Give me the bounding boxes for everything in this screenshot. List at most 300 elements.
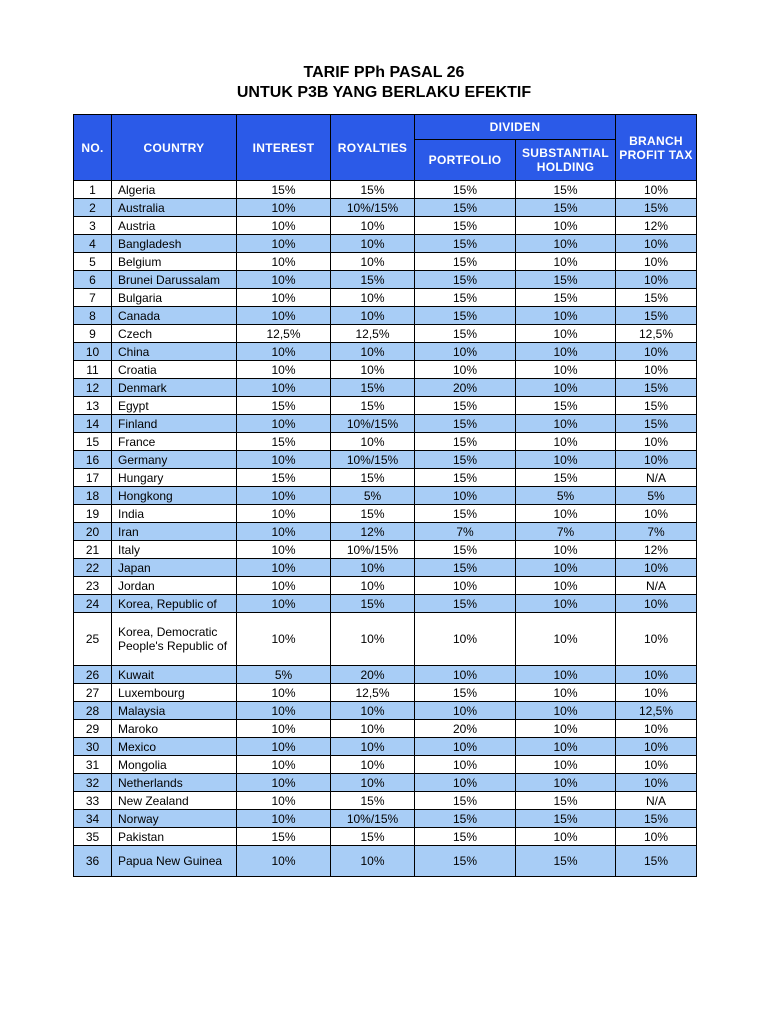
cell-country: Jordan <box>112 577 237 595</box>
cell-country: India <box>112 505 237 523</box>
table-row <box>74 684 697 702</box>
cell-royalties: 15% <box>331 595 415 613</box>
cell-interest: 10% <box>237 774 331 792</box>
table-row <box>74 774 697 792</box>
cell-country: Belgium <box>112 253 237 271</box>
cell-branch-profit-tax: 10% <box>616 343 697 361</box>
cell-substantial-holding: 10% <box>516 577 616 595</box>
cell-country: Korea, Republic of <box>112 595 237 613</box>
cell-royalties: 12,5% <box>331 684 415 702</box>
cell-country: Japan <box>112 559 237 577</box>
cell-portfolio: 15% <box>415 181 516 199</box>
table-row <box>74 307 697 325</box>
cell-interest: 15% <box>237 397 331 415</box>
table-row <box>74 271 697 289</box>
cell-branch-profit-tax: 12,5% <box>616 325 697 343</box>
cell-substantial-holding: 10% <box>516 433 616 451</box>
cell-country: Maroko <box>112 720 237 738</box>
cell-country: Pakistan <box>112 828 237 846</box>
cell-royalties: 10%/15% <box>331 541 415 559</box>
cell-interest: 10% <box>237 361 331 379</box>
cell-branch-profit-tax: 10% <box>616 774 697 792</box>
cell-royalties: 10% <box>331 235 415 253</box>
cell-substantial-holding: 15% <box>516 469 616 487</box>
cell-branch-profit-tax: 10% <box>616 451 697 469</box>
cell-portfolio: 15% <box>415 271 516 289</box>
cell-portfolio: 7% <box>415 523 516 541</box>
cell-substantial-holding: 10% <box>516 559 616 577</box>
cell-country: Canada <box>112 307 237 325</box>
cell-royalties: 12% <box>331 523 415 541</box>
cell-branch-profit-tax: 10% <box>616 505 697 523</box>
cell-interest: 15% <box>237 433 331 451</box>
header-branch-profit-tax: BRANCH PROFIT TAX <box>616 115 697 181</box>
cell-royalties: 10% <box>331 289 415 307</box>
document-title <box>0 0 768 103</box>
header-dividen: DIVIDEN <box>415 115 616 140</box>
cell-branch-profit-tax: 15% <box>616 307 697 325</box>
cell-no: 12 <box>74 379 112 397</box>
cell-interest: 10% <box>237 271 331 289</box>
cell-interest: 5% <box>237 666 331 684</box>
cell-substantial-holding: 5% <box>516 487 616 505</box>
cell-interest: 12,5% <box>237 325 331 343</box>
cell-royalties: 10% <box>331 774 415 792</box>
cell-branch-profit-tax: 15% <box>616 415 697 433</box>
cell-no: 14 <box>74 415 112 433</box>
cell-country: Denmark <box>112 379 237 397</box>
cell-royalties: 10%/15% <box>331 810 415 828</box>
cell-branch-profit-tax: 12% <box>616 217 697 235</box>
cell-branch-profit-tax: N/A <box>616 469 697 487</box>
cell-portfolio: 15% <box>415 451 516 469</box>
cell-substantial-holding: 15% <box>516 289 616 307</box>
cell-branch-profit-tax: 12% <box>616 541 697 559</box>
table-row <box>74 505 697 523</box>
cell-interest: 10% <box>237 523 331 541</box>
cell-royalties: 15% <box>331 505 415 523</box>
cell-branch-profit-tax: 10% <box>616 720 697 738</box>
cell-royalties: 15% <box>331 828 415 846</box>
cell-country: Norway <box>112 810 237 828</box>
cell-portfolio: 15% <box>415 792 516 810</box>
table-row <box>74 487 697 505</box>
cell-portfolio: 15% <box>415 828 516 846</box>
table-row <box>74 828 697 846</box>
table-row <box>74 181 697 199</box>
cell-interest: 10% <box>237 792 331 810</box>
cell-country: Kuwait <box>112 666 237 684</box>
cell-no: 18 <box>74 487 112 505</box>
cell-interest: 10% <box>237 307 331 325</box>
cell-portfolio: 15% <box>415 217 516 235</box>
cell-interest: 15% <box>237 469 331 487</box>
table-row <box>74 361 697 379</box>
cell-branch-profit-tax: 15% <box>616 289 697 307</box>
cell-no: 17 <box>74 469 112 487</box>
table-row <box>74 379 697 397</box>
cell-no: 7 <box>74 289 112 307</box>
cell-substantial-holding: 10% <box>516 774 616 792</box>
cell-no: 6 <box>74 271 112 289</box>
cell-portfolio: 10% <box>415 613 516 666</box>
cell-portfolio: 20% <box>415 379 516 397</box>
cell-interest: 10% <box>237 810 331 828</box>
table-row <box>74 289 697 307</box>
cell-substantial-holding: 15% <box>516 810 616 828</box>
title-line-2: UNTUK P3B YANG BERLAKU EFEKTIF <box>236 84 532 101</box>
cell-royalties: 10% <box>331 577 415 595</box>
tax-rate-table <box>73 114 697 877</box>
cell-interest: 10% <box>237 415 331 433</box>
cell-branch-profit-tax: 15% <box>616 810 697 828</box>
cell-country: Korea, Democratic People's Republic of <box>112 613 237 666</box>
cell-royalties: 10% <box>331 361 415 379</box>
cell-no: 31 <box>74 756 112 774</box>
cell-portfolio: 10% <box>415 702 516 720</box>
cell-country: Netherlands <box>112 774 237 792</box>
cell-interest: 10% <box>237 577 331 595</box>
cell-no: 11 <box>74 361 112 379</box>
table-body <box>74 181 697 877</box>
cell-portfolio: 15% <box>415 559 516 577</box>
cell-royalties: 10% <box>331 253 415 271</box>
cell-interest: 10% <box>237 846 331 877</box>
cell-branch-profit-tax: N/A <box>616 577 697 595</box>
cell-portfolio: 15% <box>415 415 516 433</box>
table-row <box>74 756 697 774</box>
cell-no: 15 <box>74 433 112 451</box>
table-row <box>74 523 697 541</box>
cell-branch-profit-tax: 15% <box>616 397 697 415</box>
cell-branch-profit-tax: 10% <box>616 361 697 379</box>
cell-portfolio: 10% <box>415 666 516 684</box>
cell-interest: 10% <box>237 217 331 235</box>
cell-substantial-holding: 10% <box>516 325 616 343</box>
cell-portfolio: 15% <box>415 846 516 877</box>
table-row <box>74 199 697 217</box>
cell-portfolio: 15% <box>415 433 516 451</box>
cell-branch-profit-tax: 10% <box>616 613 697 666</box>
cell-no: 27 <box>74 684 112 702</box>
cell-portfolio: 15% <box>415 541 516 559</box>
cell-country: Croatia <box>112 361 237 379</box>
table-row <box>74 666 697 684</box>
cell-royalties: 10% <box>331 738 415 756</box>
header-no: NO. <box>74 115 112 181</box>
cell-country: Finland <box>112 415 237 433</box>
cell-portfolio: 10% <box>415 756 516 774</box>
cell-interest: 10% <box>237 738 331 756</box>
table-row <box>74 235 697 253</box>
cell-no: 35 <box>74 828 112 846</box>
cell-country: New Zealand <box>112 792 237 810</box>
table-row <box>74 792 697 810</box>
cell-no: 5 <box>74 253 112 271</box>
table-row <box>74 253 697 271</box>
cell-interest: 10% <box>237 702 331 720</box>
cell-royalties: 15% <box>331 181 415 199</box>
cell-royalties: 15% <box>331 792 415 810</box>
cell-interest: 10% <box>237 451 331 469</box>
cell-branch-profit-tax: 10% <box>616 253 697 271</box>
cell-portfolio: 10% <box>415 774 516 792</box>
header-substantial-holding: SUBSTANTIAL HOLDING <box>516 140 616 181</box>
table-row <box>74 846 697 877</box>
cell-interest: 10% <box>237 684 331 702</box>
cell-interest: 10% <box>237 720 331 738</box>
header-country: COUNTRY <box>112 115 237 181</box>
cell-no: 28 <box>74 702 112 720</box>
cell-royalties: 10% <box>331 343 415 361</box>
cell-branch-profit-tax: 12,5% <box>616 702 697 720</box>
table-row <box>74 595 697 613</box>
cell-no: 2 <box>74 199 112 217</box>
cell-substantial-holding: 10% <box>516 505 616 523</box>
cell-branch-profit-tax: 5% <box>616 487 697 505</box>
cell-substantial-holding: 10% <box>516 451 616 469</box>
table-row <box>74 702 697 720</box>
cell-interest: 10% <box>237 253 331 271</box>
cell-no: 10 <box>74 343 112 361</box>
cell-country: Egypt <box>112 397 237 415</box>
cell-portfolio: 15% <box>415 397 516 415</box>
cell-substantial-holding: 10% <box>516 361 616 379</box>
cell-royalties: 10% <box>331 559 415 577</box>
cell-branch-profit-tax: 15% <box>616 846 697 877</box>
table-row <box>74 559 697 577</box>
cell-no: 4 <box>74 235 112 253</box>
cell-substantial-holding: 10% <box>516 702 616 720</box>
cell-no: 8 <box>74 307 112 325</box>
cell-substantial-holding: 10% <box>516 684 616 702</box>
cell-substantial-holding: 10% <box>516 307 616 325</box>
cell-country: Italy <box>112 541 237 559</box>
cell-substantial-holding: 10% <box>516 828 616 846</box>
cell-portfolio: 15% <box>415 289 516 307</box>
cell-branch-profit-tax: 10% <box>616 181 697 199</box>
cell-substantial-holding: 15% <box>516 397 616 415</box>
cell-no: 32 <box>74 774 112 792</box>
cell-country: Hungary <box>112 469 237 487</box>
cell-branch-profit-tax: 10% <box>616 684 697 702</box>
cell-no: 25 <box>74 613 112 666</box>
cell-interest: 10% <box>237 505 331 523</box>
cell-substantial-holding: 10% <box>516 379 616 397</box>
cell-country: Malaysia <box>112 702 237 720</box>
table-row <box>74 451 697 469</box>
cell-portfolio: 15% <box>415 235 516 253</box>
cell-no: 29 <box>74 720 112 738</box>
cell-country: Papua New Guinea <box>112 846 237 877</box>
cell-substantial-holding: 10% <box>516 720 616 738</box>
table-row <box>74 397 697 415</box>
cell-royalties: 10% <box>331 702 415 720</box>
cell-royalties: 20% <box>331 666 415 684</box>
cell-interest: 10% <box>237 379 331 397</box>
cell-country: Czech <box>112 325 237 343</box>
cell-branch-profit-tax: 10% <box>616 595 697 613</box>
header-interest: INTEREST <box>237 115 331 181</box>
cell-no: 26 <box>74 666 112 684</box>
cell-portfolio: 10% <box>415 738 516 756</box>
cell-interest: 10% <box>237 235 331 253</box>
table-row <box>74 720 697 738</box>
cell-portfolio: 15% <box>415 684 516 702</box>
cell-substantial-holding: 15% <box>516 792 616 810</box>
cell-royalties: 15% <box>331 271 415 289</box>
cell-royalties: 10% <box>331 433 415 451</box>
cell-interest: 15% <box>237 181 331 199</box>
cell-no: 30 <box>74 738 112 756</box>
cell-branch-profit-tax: 10% <box>616 756 697 774</box>
cell-interest: 10% <box>237 343 331 361</box>
cell-country: China <box>112 343 237 361</box>
cell-royalties: 10% <box>331 613 415 666</box>
cell-portfolio: 10% <box>415 577 516 595</box>
cell-substantial-holding: 10% <box>516 738 616 756</box>
cell-royalties: 5% <box>331 487 415 505</box>
cell-no: 22 <box>74 559 112 577</box>
cell-royalties: 10% <box>331 307 415 325</box>
cell-branch-profit-tax: 10% <box>616 271 697 289</box>
cell-branch-profit-tax: 10% <box>616 559 697 577</box>
cell-substantial-holding: 10% <box>516 343 616 361</box>
cell-royalties: 10% <box>331 846 415 877</box>
cell-royalties: 10%/15% <box>331 199 415 217</box>
cell-portfolio: 15% <box>415 307 516 325</box>
cell-no: 20 <box>74 523 112 541</box>
cell-royalties: 10% <box>331 756 415 774</box>
table-row <box>74 415 697 433</box>
table-row <box>74 433 697 451</box>
cell-substantial-holding: 10% <box>516 541 616 559</box>
cell-branch-profit-tax: 15% <box>616 379 697 397</box>
cell-no: 19 <box>74 505 112 523</box>
cell-country: Germany <box>112 451 237 469</box>
cell-interest: 10% <box>237 199 331 217</box>
cell-country: Bulgaria <box>112 289 237 307</box>
cell-portfolio: 15% <box>415 253 516 271</box>
title-line-1: TARIF PPh PASAL 26 <box>303 64 465 81</box>
table-row <box>74 738 697 756</box>
cell-interest: 10% <box>237 756 331 774</box>
header-portfolio: PORTFOLIO <box>415 140 516 181</box>
cell-royalties: 10% <box>331 720 415 738</box>
cell-royalties: 12,5% <box>331 325 415 343</box>
cell-interest: 10% <box>237 595 331 613</box>
cell-royalties: 10%/15% <box>331 415 415 433</box>
cell-substantial-holding: 15% <box>516 199 616 217</box>
cell-portfolio: 10% <box>415 487 516 505</box>
cell-portfolio: 15% <box>415 325 516 343</box>
cell-branch-profit-tax: 15% <box>616 199 697 217</box>
cell-branch-profit-tax: 10% <box>616 433 697 451</box>
cell-country: Mexico <box>112 738 237 756</box>
cell-country: Bangladesh <box>112 235 237 253</box>
cell-portfolio: 15% <box>415 199 516 217</box>
table-row <box>74 613 697 666</box>
cell-no: 36 <box>74 846 112 877</box>
cell-substantial-holding: 10% <box>516 217 616 235</box>
cell-royalties: 10%/15% <box>331 451 415 469</box>
cell-interest: 10% <box>237 289 331 307</box>
cell-country: Australia <box>112 199 237 217</box>
cell-no: 9 <box>74 325 112 343</box>
cell-country: Iran <box>112 523 237 541</box>
table-row <box>74 217 697 235</box>
table-row <box>74 541 697 559</box>
table-row <box>74 343 697 361</box>
cell-no: 16 <box>74 451 112 469</box>
cell-portfolio: 15% <box>415 469 516 487</box>
table-row <box>74 577 697 595</box>
cell-no: 13 <box>74 397 112 415</box>
cell-branch-profit-tax: 10% <box>616 738 697 756</box>
cell-portfolio: 15% <box>415 505 516 523</box>
cell-portfolio: 15% <box>415 595 516 613</box>
cell-country: Algeria <box>112 181 237 199</box>
cell-country: France <box>112 433 237 451</box>
cell-no: 3 <box>74 217 112 235</box>
cell-substantial-holding: 10% <box>516 235 616 253</box>
cell-country: Hongkong <box>112 487 237 505</box>
cell-substantial-holding: 10% <box>516 756 616 774</box>
cell-substantial-holding: 10% <box>516 595 616 613</box>
cell-branch-profit-tax: 10% <box>616 235 697 253</box>
cell-portfolio: 15% <box>415 810 516 828</box>
cell-substantial-holding: 15% <box>516 181 616 199</box>
cell-branch-profit-tax: 10% <box>616 828 697 846</box>
cell-country: Luxembourg <box>112 684 237 702</box>
cell-interest: 10% <box>237 559 331 577</box>
cell-portfolio: 10% <box>415 343 516 361</box>
cell-no: 34 <box>74 810 112 828</box>
cell-royalties: 15% <box>331 379 415 397</box>
cell-substantial-holding: 7% <box>516 523 616 541</box>
table-row <box>74 469 697 487</box>
cell-substantial-holding: 15% <box>516 846 616 877</box>
cell-substantial-holding: 15% <box>516 271 616 289</box>
cell-branch-profit-tax: N/A <box>616 792 697 810</box>
cell-interest: 10% <box>237 613 331 666</box>
cell-country: Brunei Darussalam <box>112 271 237 289</box>
cell-portfolio: 10% <box>415 361 516 379</box>
cell-substantial-holding: 10% <box>516 613 616 666</box>
cell-no: 1 <box>74 181 112 199</box>
cell-country: Austria <box>112 217 237 235</box>
header-royalties: ROYALTIES <box>331 115 415 181</box>
cell-interest: 10% <box>237 541 331 559</box>
cell-substantial-holding: 10% <box>516 253 616 271</box>
cell-branch-profit-tax: 7% <box>616 523 697 541</box>
cell-no: 21 <box>74 541 112 559</box>
cell-no: 23 <box>74 577 112 595</box>
cell-substantial-holding: 10% <box>516 666 616 684</box>
table-row <box>74 810 697 828</box>
cell-interest: 15% <box>237 828 331 846</box>
cell-no: 33 <box>74 792 112 810</box>
cell-substantial-holding: 10% <box>516 415 616 433</box>
cell-country: Mongolia <box>112 756 237 774</box>
cell-interest: 10% <box>237 487 331 505</box>
cell-no: 24 <box>74 595 112 613</box>
cell-royalties: 10% <box>331 217 415 235</box>
cell-royalties: 15% <box>331 469 415 487</box>
table-row <box>74 325 697 343</box>
cell-branch-profit-tax: 10% <box>616 666 697 684</box>
cell-portfolio: 20% <box>415 720 516 738</box>
